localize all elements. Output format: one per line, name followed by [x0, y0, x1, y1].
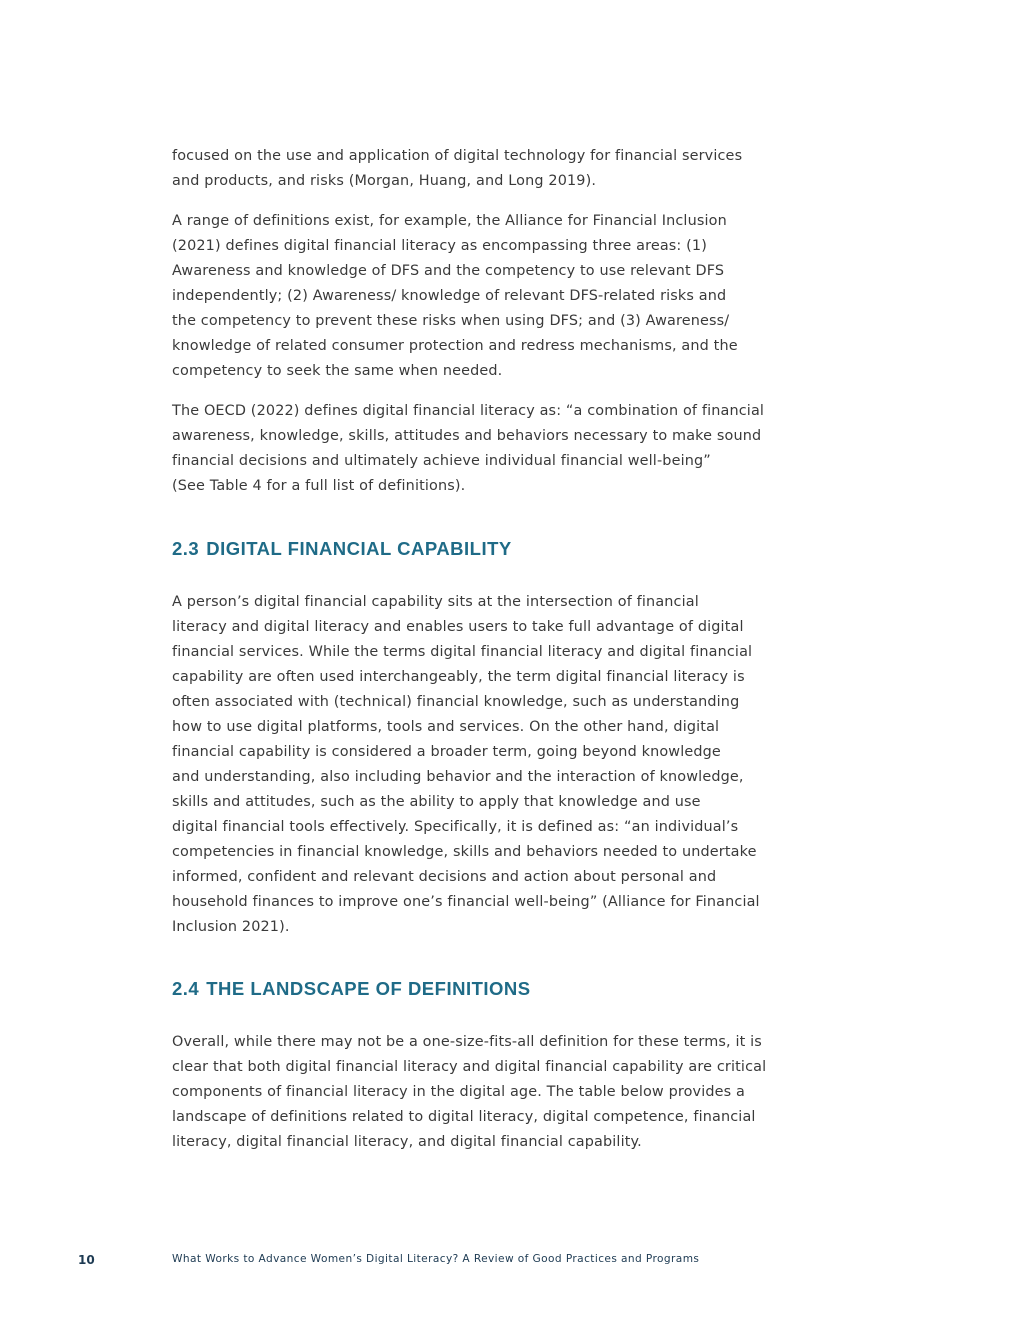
text-line: knowledge of related consumer protection and redress mechanisms, and the [172, 338, 738, 354]
section-title: THE LANDSCAPE OF DEFINITIONS [206, 978, 531, 999]
section-2-4-body [172, 1030, 840, 1170]
text-line: Inclusion 2021). [172, 919, 290, 935]
text-line: often associated with (technical) financial knowledge, such as understanding [172, 694, 740, 710]
text-line: A range of definitions exist, for example, the Alliance for Financial Inclusion [172, 213, 727, 229]
text-line: competencies in financial knowledge, skills and behaviors needed to undertake [172, 844, 757, 860]
text-line: capability are often used interchangeably, the term digital financial literacy is [172, 669, 745, 685]
text-line: Awareness and knowledge of DFS and the competency to use relevant DFS [172, 263, 725, 279]
text-line: literacy and digital literacy and enables users to take full advantage of digital [172, 619, 744, 635]
text-line: The OECD (2022) defines digital financial literacy as: “a combination of financial [172, 403, 765, 419]
text-line: landscape of definitions related to digital literacy, digital competence, financial [172, 1109, 756, 1125]
text-line: skills and attitudes, such as the ability to apply that knowledge and use [172, 794, 701, 810]
section-number: 2.4 [172, 978, 200, 999]
section-number: 2.3 [172, 538, 200, 559]
text-line: digital financial tools effectively. Specifically, it is defined as: “an individual’s [172, 819, 739, 835]
text-line: financial capability is considered a broader term, going beyond knowledge [172, 744, 721, 760]
text-line: clear that both digital financial literacy and digital financial capability are critical [172, 1059, 767, 1075]
intro-paragraph-2 [172, 209, 840, 384]
text-line: Overall, while there may not be a one-size-fits-all definition for these terms, it is [172, 1034, 762, 1050]
text-line: financial services. While the terms digital financial literacy and digital financial [172, 644, 753, 660]
text-line: and understanding, also including behavior and the interaction of knowledge, [172, 769, 744, 785]
text-line: the competency to prevent these risks when using DFS; and (3) Awareness/ [172, 313, 730, 329]
text-line: competency to seek the same when needed. [172, 363, 503, 379]
text-line: and products, and risks (Morgan, Huang, and Long 2019). [172, 173, 597, 189]
intro-block [172, 144, 840, 514]
text-line: awareness, knowledge, skills, attitudes and behaviors necessary to make sound [172, 428, 762, 444]
intro-paragraph-3 [172, 399, 840, 499]
text-line: (2021) defines digital financial literacy as encompassing three areas: (1) [172, 238, 707, 254]
text-line: household finances to improve one’s financial well-being” (Alliance for Financial [172, 894, 760, 910]
running-footer-title: What Works to Advance Women’s Digital Literacy? A Review of Good Practices and Programs [172, 1253, 700, 1265]
text-line: literacy, digital financial literacy, and digital financial capability. [172, 1134, 642, 1150]
section-2-3-body [172, 590, 840, 955]
text-line: independently; (2) Awareness/ knowledge of relevant DFS-related risks and [172, 288, 727, 304]
text-line: components of financial literacy in the digital age. The table below provides a [172, 1084, 745, 1100]
intro-paragraph-1 [172, 144, 840, 194]
page-number: 10 [78, 1253, 95, 1267]
section-2-4-paragraph [172, 1030, 840, 1155]
section-heading-2-4 [172, 978, 531, 1000]
text-line: A person’s digital financial capability sits at the intersection of financial [172, 594, 699, 610]
text-line: informed, confident and relevant decisions and action about personal and [172, 869, 717, 885]
text-line: focused on the use and application of digital technology for financial services [172, 148, 743, 164]
section-2-3-paragraph [172, 590, 840, 940]
section-heading-2-3 [172, 538, 512, 560]
text-line: how to use digital platforms, tools and services. On the other hand, digital [172, 719, 720, 735]
text-line: (See Table 4 for a full list of definitions). [172, 478, 466, 494]
section-title: DIGITAL FINANCIAL CAPABILITY [206, 538, 512, 559]
text-line: financial decisions and ultimately achieve individual financial well-being” [172, 453, 711, 469]
